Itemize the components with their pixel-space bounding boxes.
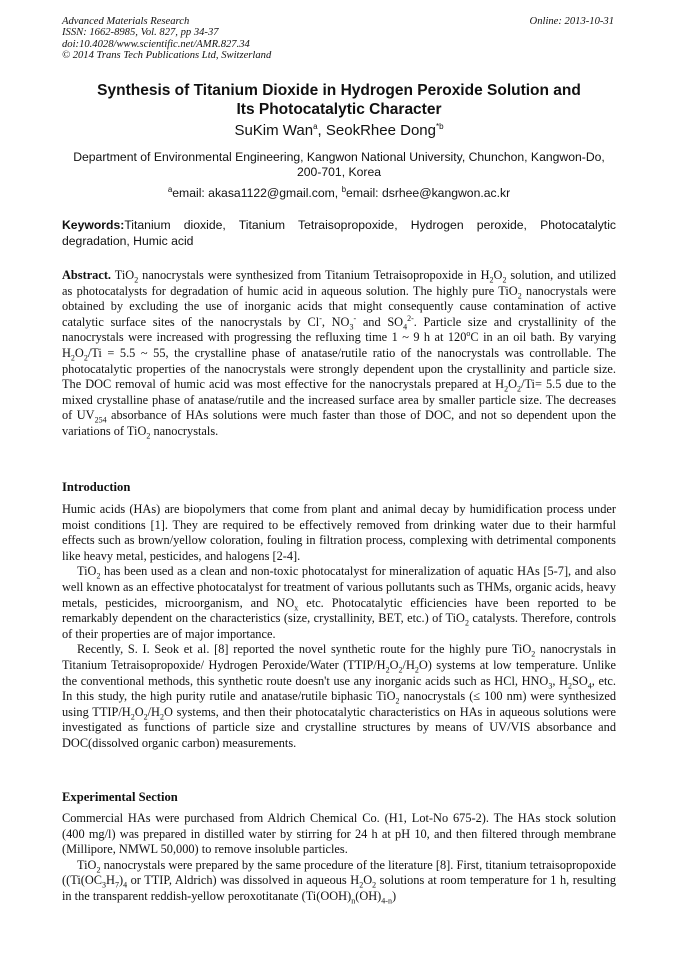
author-separator: , [317,122,326,139]
emails [62,186,616,200]
email-b-mark: b [341,184,347,194]
author-2-mark: *b [435,122,444,131]
authors [62,122,616,139]
abstract-label: Abstract. [62,268,112,282]
abstract-text: Abstract. TiO$_2$ nanocrystals were synthesized from Titanium Tetraisopropoxide in $H_2O_2$ solution, and utilized as photocatalysts for degradation of humic acid in aqueous solution. The highly pure TiO$_2$ nanocrystals were obtained by excluding the use of inorganic acids that might consequently cause contamination of active catalytic surface sites of the nanocrystals by Cl-, $NO_3^-$ and $SO_4^{2-}$. Particle size and crystallinity of the nanocrystals were increased with progressing the refluxing time 1 ~ 9 h at 120$^o$C in an oil bath. By varying $H_2O_2/Ti = 5.5$ ~ 55, the crystalline phase of anatase/rutile ratio of the nanocrystals was controllable. The photocatalytic properties of the nanocrystals were strongly dependent upon the crystallinity and particle size. The DOC removal of humic acid was most effective for the nanocrystals prepared at $H_2O_2/Ti= 5.5$ due to the mixed crystalline phase of anatase/rutile and the increased surface area by smaller particle size. The decreases of $UV_{254}$ absorbance of HAs solutions were much faster than those of DOC, and not so dependent upon the variations of TiO$_2$ nanocrystals. [62,268,616,441]
email-a: email: akasa1122@gmail.com, [172,186,342,200]
doi: doi:10.4028/www.scientific.net/AMR.827.34 [62,38,250,50]
author-2: SeokRhee Dong [325,122,436,139]
online-date: Online: 2013-10-31 [529,16,614,27]
keywords-label: Keywords: [62,218,125,232]
email-a-mark: a [167,184,173,194]
paper-title [62,81,616,119]
introduction-body [62,502,616,752]
journal-name: Advanced Materials Research [62,16,190,27]
intro-paragraph-2: TiO$_2$ has been used as a clean and non-toxic photocatalyst for mineralization of aquatic HAs [5-7], and also well known as an effective photocatalyst for treatment of various pollutants such as THMs, organic acids, heavy metals, pesticides, microorganism, and $NO_x$ etc. Photocatalytic efficiencies have been reported to be remarkably dependent on the characteristics (size, crystallinity, BET, etc.) of TiO$_2$ catalysts. Therefore, controls of their properties are of major importance. [62,564,617,641]
email-b: email: dsrhee@kangwon.ac.kr [346,186,511,200]
introduction-heading: Introduction [62,480,131,494]
exp-paragraph-2: TiO$_2$ nanocrystals were prepared by the same procedure of the literature [8]. First, titanium tetraisopropoxide (($Ti(OC_3H_7)_4$ or TTIP, Aldrich) was dissolved in aqueous $H_2O_2$ solutions at room temperature for 1 h, resulting in the transparent reddish-yellow peroxotitanate $(Ti(OOH)_n(OH)_{4-n})$ [62,857,616,906]
intro-paragraph-1: Humic acids (HAs) are biopolymers that come from plant and animal decay by humidification process under moist conditions [1]. They are required to be effectively removed from drinking water due to their harmful effects such as brown/yellow coloration, fouling in filtration process, complexing with detrimental components like heavy metal, pesticides, and halogens [2-4]. [62,502,616,563]
abstract [62,268,616,440]
experimental-heading: Experimental Section [62,790,178,804]
exp-paragraph-1: Commercial HAs were purchased from Aldrich Chemical Co. (H1, Lot-No 675-2). The HAs stock solution (400 mg/l) was prepared in distilled water by stirring for 24 h at pH 10, and then filtered through membrane (Millipore, NMWL 50,000) to remove insoluble particles. [62,811,616,857]
experimental-body [62,811,616,905]
keywords [62,218,616,249]
copyright: © 2014 Trans Tech Publications Ltd, Switzerland [62,50,272,62]
author-1-mark: a [313,122,318,131]
title-line-1: Synthesis of Titanium Dioxide in Hydrogen Peroxide Solution and [97,82,581,99]
journal-header [62,16,271,62]
affiliation: Department of Environmental Engineering, Kangwon National University, Chunchon, Kangwon-Do, 200-701, Korea [73,150,605,179]
intro-paragraph-3: Recently, S. I. Seok et al. [8] reported the novel synthetic route for the highly pure TiO$_2$ nanocrystals in Titanium Tetraisopropoxide/ Hydrogen Peroxide/Water $(TTIP/H_2O_2/H_2O)$ systems at low temperature. Unlike the conventional methods, this synthetic route doesn't use any inorganic acids such as HCl, $HNO_3$, $H_2SO_4$, etc. In this study, the high purity rutile and anatase/rutile biphasic TiO$_2$ nanocrystals (≤ 100 nm) were synthesized using TTIP/$H_2O_2/H_2O$ systems, and then their photocatalytic characteristics on HAs in aqueous solutions were investigated as functions of particle size and crystalline structures by means of UV/VIS absorbance and DOC(dissolved organic carbon) measurements. [62,642,617,750]
author-1: SuKim Wan [234,122,314,139]
title-line-2: Its Photocatalytic Character [236,101,442,118]
keywords-text: Titanium dioxide, Titanium Tetraisopropoxide, Hydrogen peroxide, Photocatalytic degradation, Humic acid [62,218,616,248]
issn: ISSN: 1662-8985, Vol. 827, pp 34-37 [62,27,219,39]
